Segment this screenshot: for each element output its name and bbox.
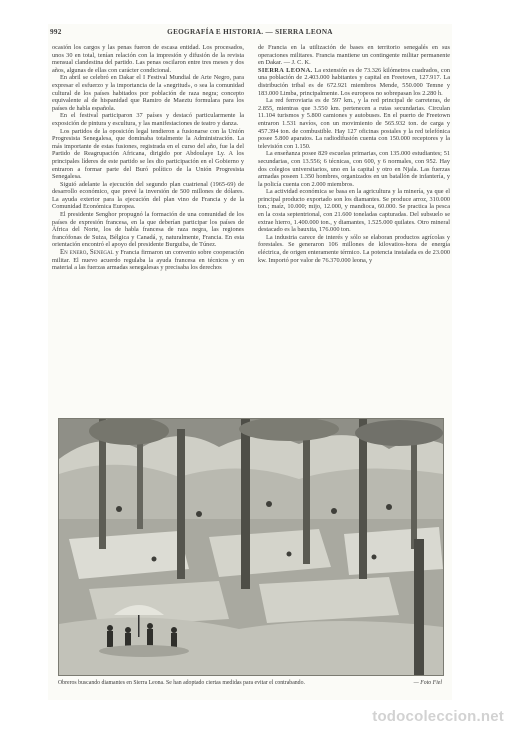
section-heading: SIERRA LEONA. [258,66,313,74]
paragraph: La enseñanza posee 829 escuelas primarias, con 135.000 estudiantes; 51 secundarias, con 13.556; 6 técnicas, con 600, y 6 normales, con 952. Hay dos colegios universitarios, uno en la capital y otro en Njala. Las fuerzas armadas poseen 1.350 hombres, organizados en un batallón de infantería, y la policía cuenta con 2.000 miembros. [258,150,450,188]
section-intro: La extensión es de 73.326 kilómetros cuadrados, con una población de 2.403.000 habitantes y capital en Freetown, 127.917. La distribución tribal es de 672.921 miembros Mende, 550.000 Temne y 183.000 Limba, principalmente. Los europeos no sobrepasan los 2.280 h. [258,66,450,97]
right-text-column [258,44,450,414]
photo-caption [58,679,442,689]
photo-credit: — Foto Fiel [413,680,442,686]
paragraph: En abril se celebró en Dakar el I Festival Mundial de Arte Negro, para expresar el esfuerzo y la importancia de la «negritud», o sea la comunidad cultural de los países habitados por población de raza negra; concepto equivalente al de hispanidad que Ramiro de Maeztu formulara para los países de habla española. [52,74,244,112]
paragraph: Los partidos de la oposición legal tendieron a fusionarse con la Unión Progresista Senegalesa, que dominaba totalmente la Administración. La más importante de estas fusiones, registrada en el curso del año, fue la del Partido de Reagrupación Africana, dirigido por Abdoulaye Ly. A los principales líderes de este partido se les dio participación en el Gobierno y entraron a formar parte del Buró político de la Unión Progresista Senegalesa. [52,127,244,181]
paragraph: La red ferroviaria es de 597 km., y la red principal de carreteras, de 2.855, mientras que 3.550 km. pertenecen a rutas secundarias. Circulan 11.104 turismos y 5.800 camiones y autobuses. En el puerto de Freetown entraron 1.531 navíos, con un movimiento de 565.932 ton. de carga y 457.394 ton. de combustible. Hay 127 oficinas postales y la red telefónica posee 5.800 aparatos. La radiodifusión cuenta con 150.000 receptores y la televisión con 1.150. [258,97,450,150]
paragraph-text: y Francia firmaron un convenio sobre cooperación militar. El nuevo acuerdo regulaba la ayuda francesa en técnicos y en material a las fuerzas armadas senegalesas y precisaba los derechos [52,249,244,272]
paragraph [52,249,244,272]
paragraph: Siguió adelante la ejecución del segundo plan cuatrienal (1965-69) de desarrollo económico, que prevé la inversión de 500 millones de dólares. La ayuda exterior para la ejecución del plan vino de Francia y de la Comunidad Económica Europea. [52,180,244,211]
section-paragraph [258,67,450,97]
paragraph: La actividad económica se basa en la agricultura y la minería, ya que el principal producto exportado son los diamantes. Se produce arroz, 310.000 ton.; maíz, 10.000; mijo, 12.000, y mandioca, 60.000. Se practica la pesca en la costa septentrional, con 21.600 toneladas capturadas. Del subsuelo se extrae hierro, 1.400.000 ton., y diamantes, 1.525.000 quilates. Otro mineral destacado es la bauxita, 176.000 ton. [258,188,450,234]
running-header [48,28,452,38]
paragraph-lead: En enero, Senegal [60,249,114,257]
photograph-diamond-workers [58,418,444,676]
caption-text: Obreros buscando diamantes en Sierra Leona. Se han adoptado ciertas medidas para evitar el contrabando. [58,680,305,686]
paragraph: La industria carece de interés y sólo se elaboran productos agrícolas y forestales. Se generaron 106 millones de kilovatios-hora de energía eléctrica, de origen enteramente térmico. La potencia instalada es de 23.000 kw. Importó por valor de 76.370.000 leona, y [258,233,450,264]
paragraph: En el festival participaron 37 países y destacó particularmente la exposición de pintura y escultura, y las manifestaciones de teatro y danza. [52,112,244,127]
paragraph: ocasión los cargos y las penas fueron de escasa entidad. Los procesados, unos 30 en total, tenían relación con la impresión y difusión de la revista mensual clandestina del partido. Las penas oscilaron entre tres meses y dos años, algunas de ellas con carácter condicional. [52,44,244,74]
book-page [48,24,452,700]
left-text-column [52,44,244,414]
paragraph: El presidente Senghor propugnó la formación de una comunidad de los países de expresión francesa, en la que deberían participar los países de África del Norte, los de habla francesa de raza negra, las regiones francófonas de Suiza, Bélgica y Canadá, y, naturalmente, Francia. En esta orientación encontró el apoyo del presidente Burguiba, de Túnez. [52,211,244,249]
paragraph: de Francia en la utilización de bases en territorio senegalés en sus operaciones militares. Francia mantiene un contingente militar permanente en Dakar. — J. C. K. [258,44,450,67]
page-number: 992 [50,28,62,36]
running-title: GEOGRAFÍA E HISTORIA. — SIERRA LEONA [167,28,333,36]
